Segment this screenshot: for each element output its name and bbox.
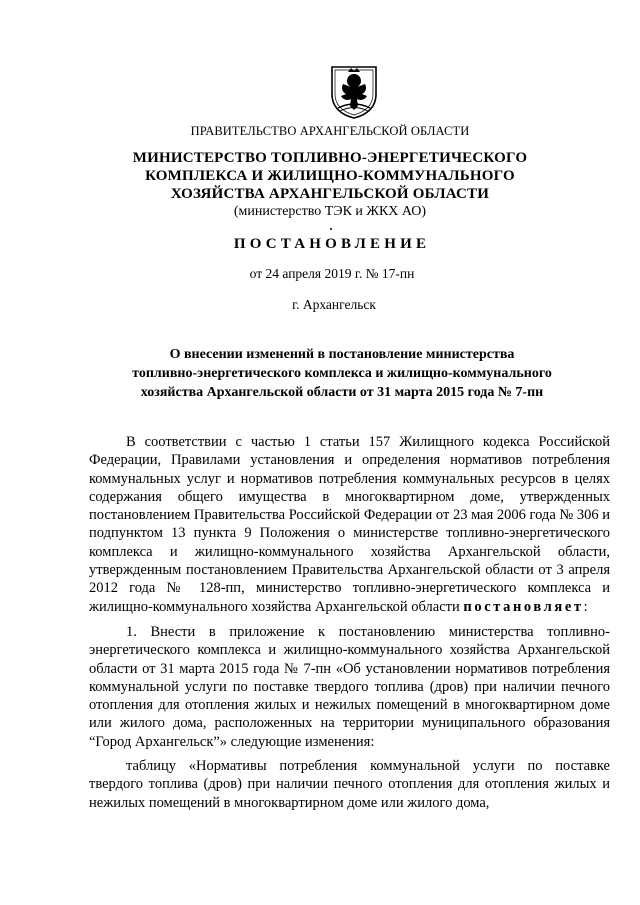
decree-date-number: от 24 апреля 2019 г. № 17-пн [249, 266, 415, 281]
body-paragraph-2 [89, 623, 610, 751]
subject-line-2: топливно-энергетического комплекса и жилищно-коммунального [132, 366, 552, 381]
paragraph-3-text: таблицу «Нормативы потребления коммунальной услуги по поставке твердого топлива (дров) при наличии печного отопления для отопления жилых и нежилых помещений в многоквартирном доме или жилого дома, [89, 758, 610, 811]
coat-of-arms-emblem-icon [329, 64, 379, 120]
body-paragraph-1 [89, 433, 610, 616]
stray-dot [330, 228, 332, 230]
decree-title: ПОСТАНОВЛЕНИЕ [233, 236, 431, 252]
government-name: ПРАВИТЕЛЬСТВО АРХАНГЕЛЬСКОЙ ОБЛАСТИ [190, 124, 470, 138]
ministry-name-line-3: ХОЗЯЙСТВА АРХАНГЕЛЬСКОЙ ОБЛАСТИ [170, 186, 490, 202]
paragraph-2-text: 1. Внести в приложение к постановлению министерства топливно-энергетического комплекса и жилищно-коммунального хозяйства Архангельской области от 31 марта 2015 года № 7-пн «Об установлении нормативов потребления коммунальной услуги по поставке твердого топлива (дров) при наличии печного отопления для отопления жилых и нежилых помещений в многоквартирном доме или жилого дома, расположенных на территории муниципального образования “Город Архангельск”» следующие изменения: [89, 624, 610, 750]
resolves-keyword: постановляет [463, 598, 584, 615]
ministry-name-line-2: КОМПЛЕКСА И ЖИЛИЩНО-КОММУНАЛЬНОГО [145, 168, 515, 184]
decree-city: г. Архангельск [292, 297, 376, 312]
ministry-short-name: (министерство ТЭК и ЖКХ АО) [233, 204, 427, 219]
paragraph-1-text: В соответствии с частью 1 статьи 157 Жилищного кодекса Российской Федерации, Правилами установления и определения нормативов потребления коммунальных услуг и нормативов потребления коммунальных ресурсов в целях содержания общего имущества в многоквартирном доме, утвержденных постановлением Правительства Российской Федерации от 23 мая 2006 года № 306 и подпунктом 13 пункта 9 Положения о министерстве топливно-энергетического комплекса и жилищно-коммунального хозяйства Архангельской области, утвержденным постановлением Правительства Архангельской области от 3 апреля 2012 года № 128-пп, министерство топливно-энергетического комплекса и жилищно-коммунального хозяйства Архангельской области [89, 434, 610, 615]
body-paragraph-3 [89, 757, 610, 812]
ministry-name-line-1: МИНИСТЕРСТВО ТОПЛИВНО-ЭНЕРГЕТИЧЕСКОГО [132, 150, 528, 166]
subject-line-3: хозяйства Архангельской области от 31 марта 2015 года № 7-пн [140, 385, 544, 400]
subject-line-1: О внесении изменений в постановление министерства [169, 347, 515, 362]
paragraph-1-end: : [583, 598, 588, 615]
